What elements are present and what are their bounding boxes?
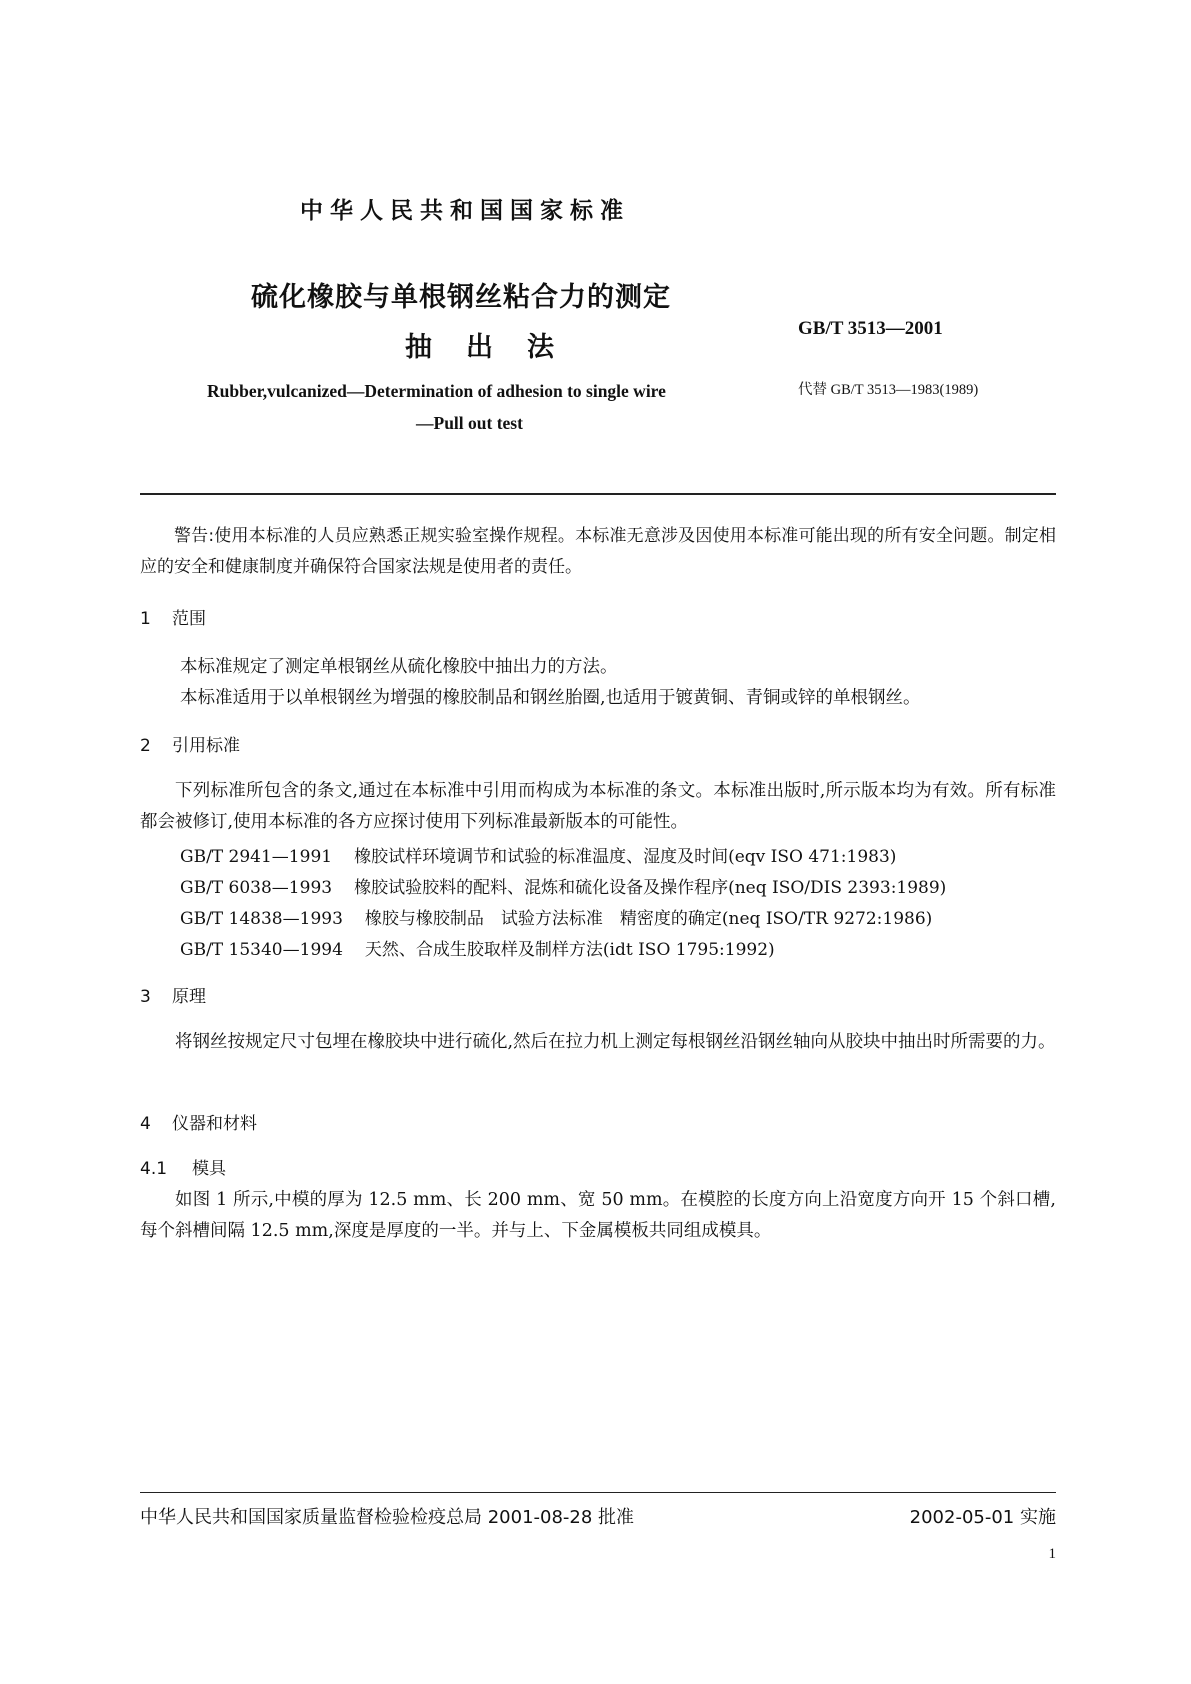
section-number: 1 (140, 609, 151, 629)
national-standard-header: 中华人民共和国国家标准 (300, 198, 630, 224)
section-number: 2 (140, 736, 151, 756)
scope-paragraph-2: 本标准适用于以单根钢丝为增强的橡胶制品和钢丝胎圈,也适用于镀黄铜、青铜或锌的单根钢丝。 (180, 688, 921, 708)
english-title-line1: Rubber,vulcanized—Determination of adhesion to single wire (207, 381, 666, 401)
subsection-number: 4.1 (140, 1159, 168, 1179)
mold-paragraph: 如图 1 所示,中模的厚为 12.5 mm、长 200 mm、宽 50 mm。在模腔的长度方向上沿宽度方向开 15 个斜口槽,每个斜槽间隔 12.5 mm,深度是厚度的一半。并与上、下金属模板共同组成模具。 (140, 1190, 1056, 1241)
reference-title: 橡胶与橡胶制品 试验方法标准 精密度的确定(neq ISO/TR 9272:1986) (364, 909, 933, 929)
reference-title: 天然、合成生胶取样及制样方法(idt ISO 1795:1992) (364, 940, 775, 960)
section-heading-scope (140, 604, 206, 629)
reference-item (180, 935, 775, 960)
reference-code: GB/T 14838—1993 (180, 909, 343, 929)
safety-warning: 警告:使用本标准的人员应熟悉正规实验室操作规程。本标准无意涉及因使用本标准可能出现的所有安全问题。制定相应的安全和健康制度并确保符合国家法规是使用者的责任。 (140, 526, 1056, 577)
reference-code: GB/T 6038—1993 (180, 878, 333, 898)
reference-title: 橡胶试验胶料的配料、混炼和硫化设备及操作程序(neq ISO/DIS 2393:1989) (354, 878, 947, 898)
references-intro: 下列标准所包含的条文,通过在本标准中引用而构成为本标准的条文。本标准出版时,所示版本均为有效。所有标准都会被修订,使用本标准的各方应探讨使用下列标准最新版本的可能性。 (140, 781, 1056, 832)
reference-code: GB/T 2941—1991 (180, 847, 333, 867)
reference-item (180, 842, 896, 867)
reference-item (180, 904, 932, 929)
standard-number: GB/T 3513—2001 (798, 318, 943, 339)
section-title: 原理 (172, 987, 206, 1007)
section-title: 引用标准 (172, 736, 240, 756)
page-number: 1 (1048, 1546, 1056, 1562)
subsection-heading-mold (140, 1154, 226, 1179)
section-title: 范围 (172, 609, 206, 629)
replaces-standard: 代替 GB/T 3513—1983(1989) (798, 382, 979, 398)
subsection-title: 模具 (192, 1159, 226, 1179)
section-number: 3 (140, 987, 151, 1007)
reference-code: GB/T 15340—1994 (180, 940, 343, 960)
principle-paragraph: 将钢丝按规定尺寸包埋在橡胶块中进行硫化,然后在拉力机上测定每根钢丝沿钢丝轴向从胶块中抽出时所需要的力。 (175, 1032, 1056, 1052)
document-subtitle: 抽出法 (405, 332, 588, 363)
header-divider (140, 493, 1056, 495)
section-title: 仪器和材料 (172, 1114, 257, 1134)
document-title: 硫化橡胶与单根钢丝粘合力的测定 (251, 282, 671, 313)
reference-title: 橡胶试样环境调节和试验的标准温度、湿度及时间(eqv ISO 471:1983) (354, 847, 897, 867)
reference-item (180, 873, 946, 898)
footer-divider (140, 1492, 1056, 1493)
section-heading-references (140, 731, 240, 756)
implementation-date: 2002-05-01 实施 (909, 1507, 1056, 1528)
english-title-line2: —Pull out test (416, 413, 523, 433)
approval-statement: 中华人民共和国国家质量监督检验检疫总局 2001-08-28 批准 (140, 1507, 635, 1528)
section-number: 4 (140, 1114, 151, 1134)
section-heading-principle (140, 982, 206, 1007)
scope-paragraph-1: 本标准规定了测定单根钢丝从硫化橡胶中抽出力的方法。 (180, 657, 618, 677)
section-heading-apparatus (140, 1109, 257, 1134)
